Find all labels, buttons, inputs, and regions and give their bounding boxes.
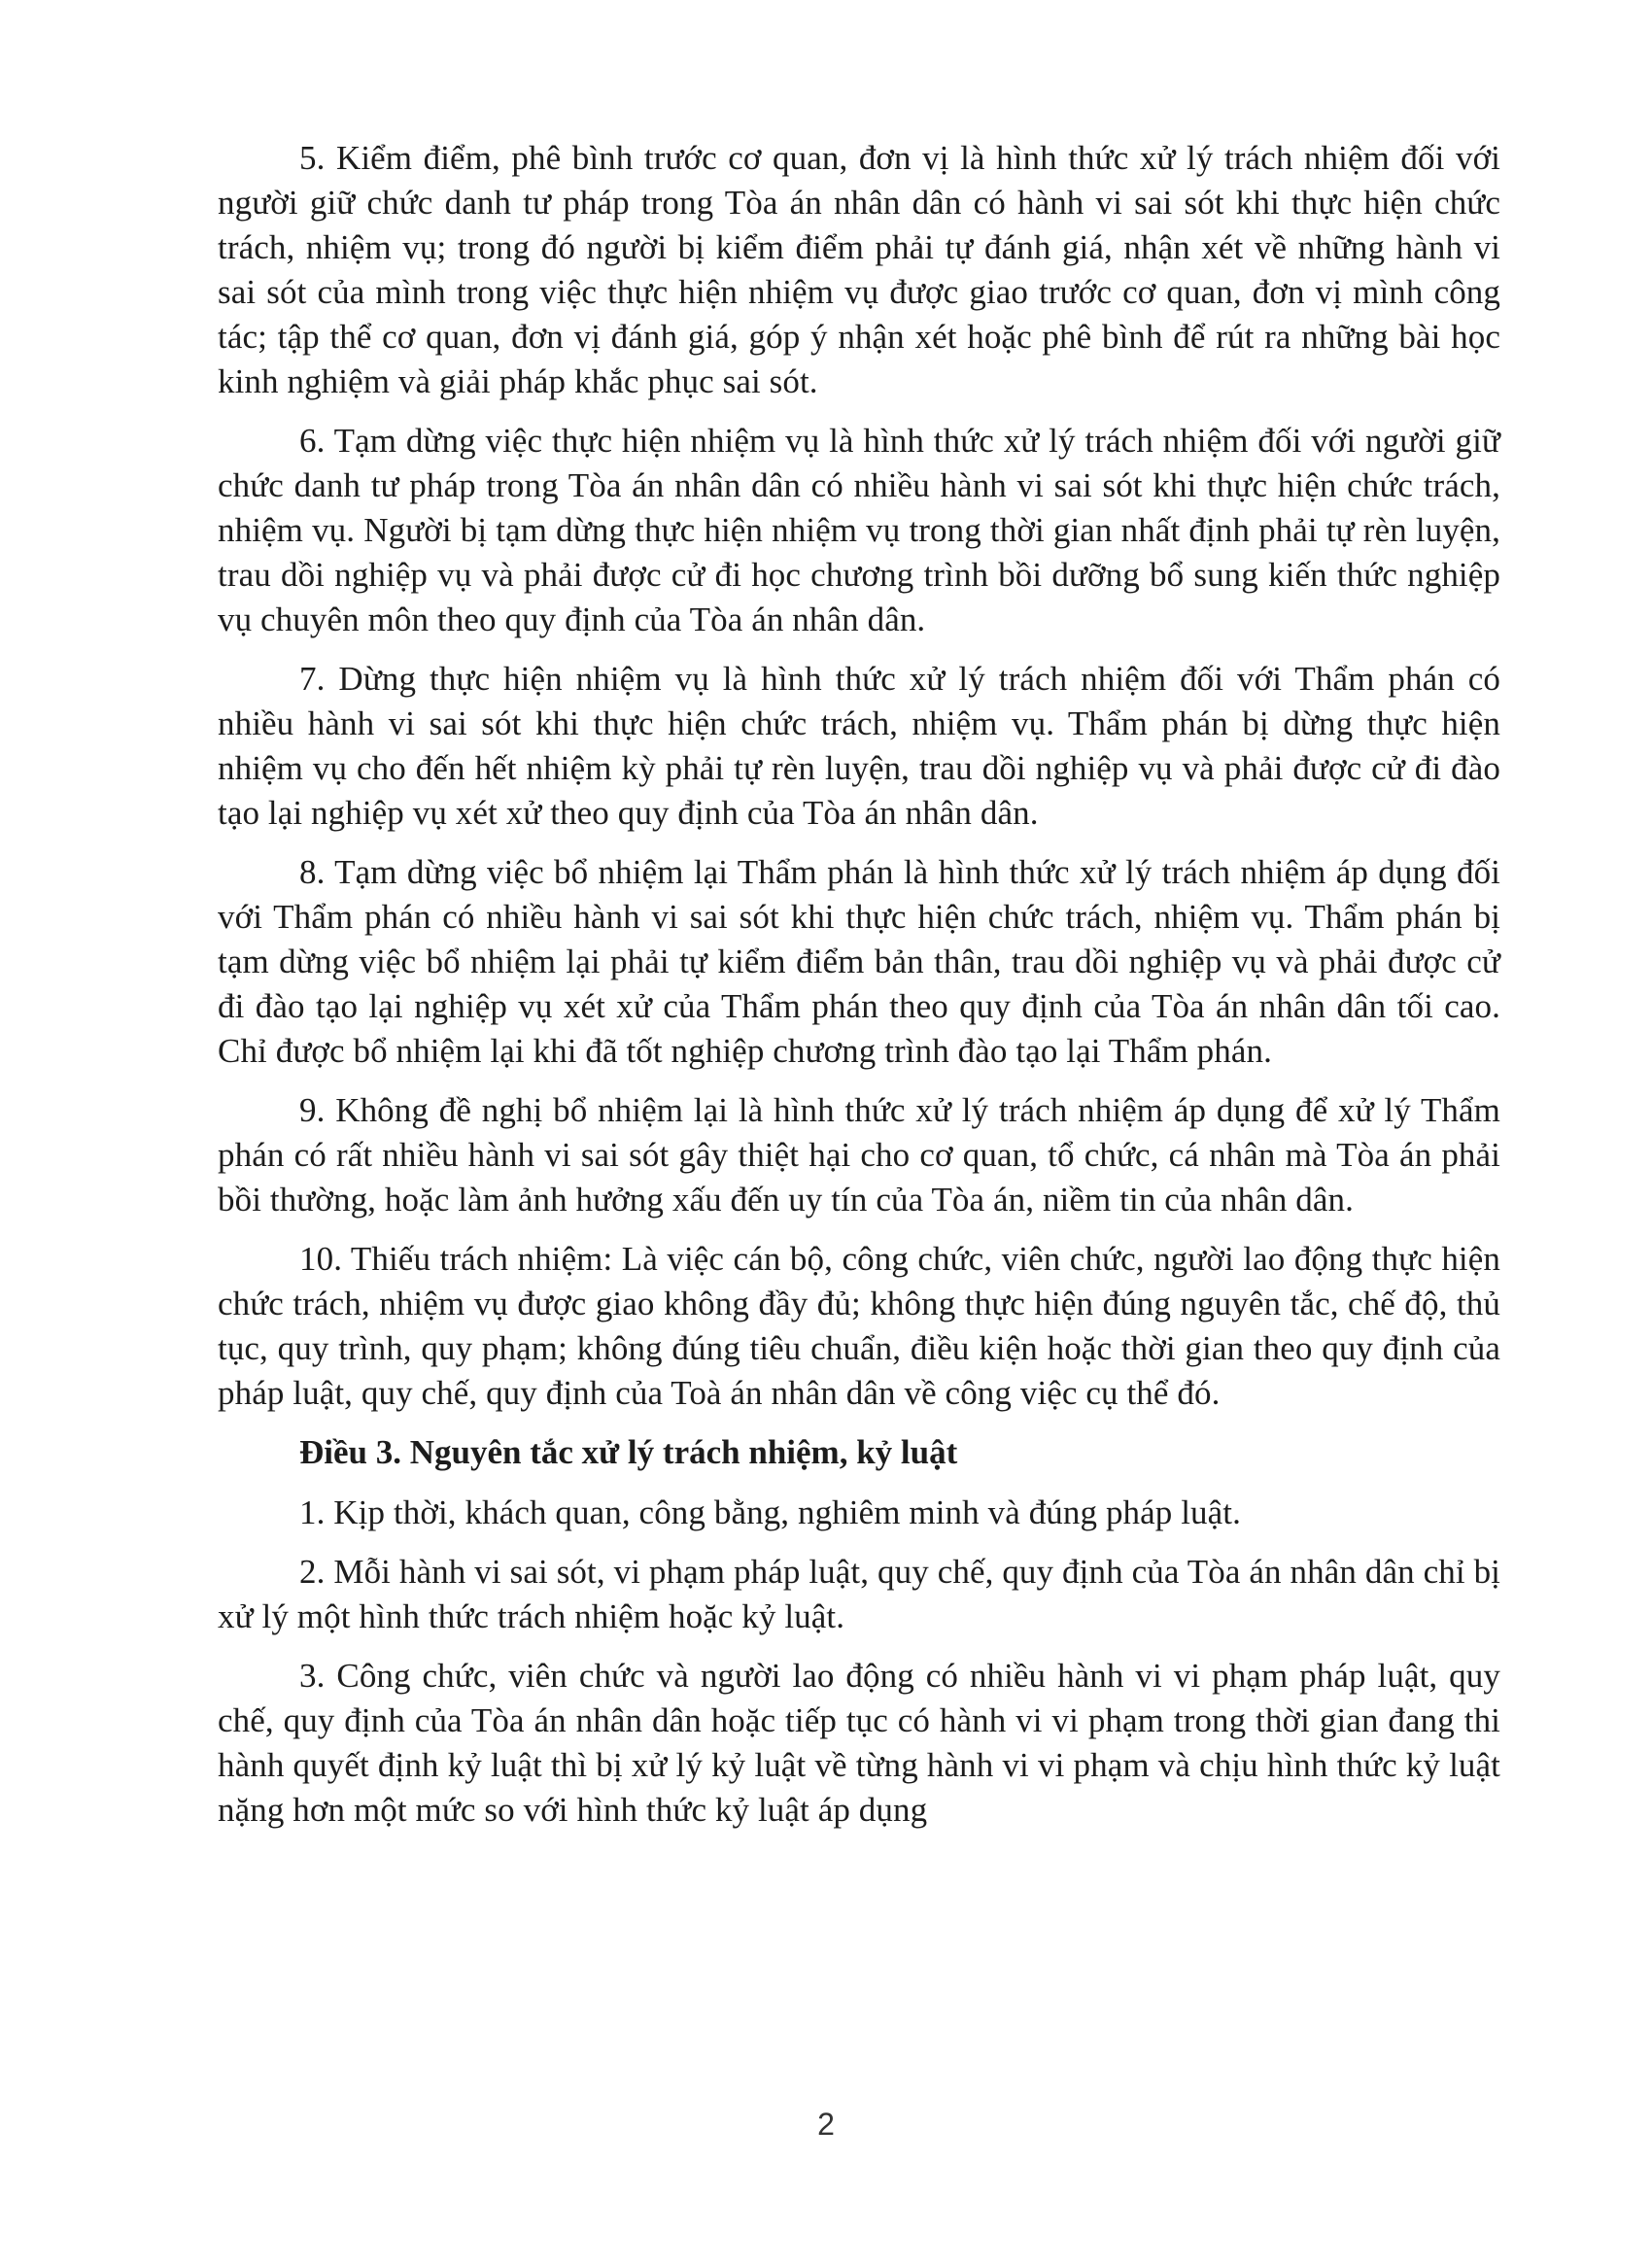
paragraph-item-6: 6. Tạm dừng việc thực hiện nhiệm vụ là hình thức xử lý trách nhiệm đối với người giữ chức danh tư pháp trong Tòa án nhân dân có nhiều hành vi sai sót khi thực hiện chức trách, nhiệm vụ. Người bị tạm dừng thực hiện nhiệm vụ trong thời gian nhất định phải tự rèn luyện, trau dồi nghiệp vụ và phải được cử đi học chương trình bồi dưỡng bổ sung kiến thức nghiệp vụ chuyên môn theo quy định của Tòa án nhân dân. [218, 422, 1500, 638]
paragraph-item-5: 5. Kiểm điểm, phê bình trước cơ quan, đơn vị là hình thức xử lý trách nhiệm đối với người giữ chức danh tư pháp trong Tòa án nhân dân có hành vi sai sót khi thực hiện chức trách, nhiệm vụ; trong đó người bị kiểm điểm phải tự đánh giá, nhận xét về những hành vi sai sót của mình trong việc thực hiện nhiệm vụ được giao trước cơ quan, đơn vị mình công tác; tập thể cơ quan, đơn vị đánh giá, góp ý nhận xét hoặc phê bình để rút ra những bài học kinh nghiệm và giải pháp khắc phục sai sót. [218, 139, 1500, 400]
article-3-clause-1: 1. Kịp thời, khách quan, công bằng, nghiêm minh và đúng pháp luật. [299, 1493, 1241, 1531]
paragraph-item-10: 10. Thiếu trách nhiệm: Là việc cán bộ, công chức, viên chức, người lao động thực hiện chức trách, nhiệm vụ được giao không đầy đủ; không thực hiện đúng nguyên tắc, chế độ, thủ tục, quy trình, quy phạm; không đúng tiêu chuẩn, điều kiện hoặc thời gian theo quy định của pháp luật, quy chế, quy định của Toà án nhân dân về công việc cụ thể đó. [218, 1240, 1500, 1412]
article-3-heading: Điều 3. Nguyên tắc xử lý trách nhiệm, kỷ luật [299, 1433, 958, 1471]
paragraph-item-9: 9. Không đề nghị bổ nhiệm lại là hình thức xử lý trách nhiệm áp dụng để xử lý Thẩm phán có rất nhiều hành vi sai sót gây thiệt hại cho cơ quan, tổ chức, cá nhân mà Tòa án phải bồi thường, hoặc làm ảnh hưởng xấu đến uy tín của Tòa án, niềm tin của nhân dân. [218, 1091, 1500, 1218]
paragraph-item-8: 8. Tạm dừng việc bổ nhiệm lại Thẩm phán là hình thức xử lý trách nhiệm áp dụng đối với Thẩm phán có nhiều hành vi sai sót khi thực hiện chức trách, nhiệm vụ. Thẩm phán bị tạm dừng việc bổ nhiệm lại phải tự kiểm điểm bản thân, trau dồi nghiệp vụ và phải được cử đi đào tạo lại nghiệp vụ xét xử của Thẩm phán theo quy định của Tòa án nhân dân tối cao. Chỉ được bổ nhiệm lại khi đã tốt nghiệp chương trình đào tạo lại Thẩm phán. [218, 853, 1500, 1070]
article-3-clause-3: 3. Công chức, viên chức và người lao động có nhiều hành vi vi phạm pháp luật, quy chế, quy định của Tòa án nhân dân hoặc tiếp tục có hành vi vi phạm trong thời gian đang thi hành quyết định kỷ luật thì bị xử lý kỷ luật về từng hành vi vi phạm và chịu hình thức kỷ luật nặng hơn một mức so với hình thức kỷ luật áp dụng [218, 1657, 1500, 1829]
page-number: 2 [817, 2107, 835, 2142]
paragraph-item-7: 7. Dừng thực hiện nhiệm vụ là hình thức xử lý trách nhiệm đối với Thẩm phán có nhiều hành vi sai sót khi thực hiện chức trách, nhiệm vụ. Thẩm phán bị dừng thực hiện nhiệm vụ cho đến hết nhiệm kỳ phải tự rèn luyện, trau dồi nghiệp vụ và phải được cử đi đào tạo lại nghiệp vụ xét xử theo quy định của Tòa án nhân dân. [218, 660, 1500, 832]
article-3-clause-2: 2. Mỗi hành vi sai sót, vi phạm pháp luật, quy chế, quy định của Tòa án nhân dân chỉ bị xử lý một hình thức trách nhiệm hoặc kỷ luật. [218, 1553, 1500, 1635]
document-body [218, 136, 1500, 1847]
